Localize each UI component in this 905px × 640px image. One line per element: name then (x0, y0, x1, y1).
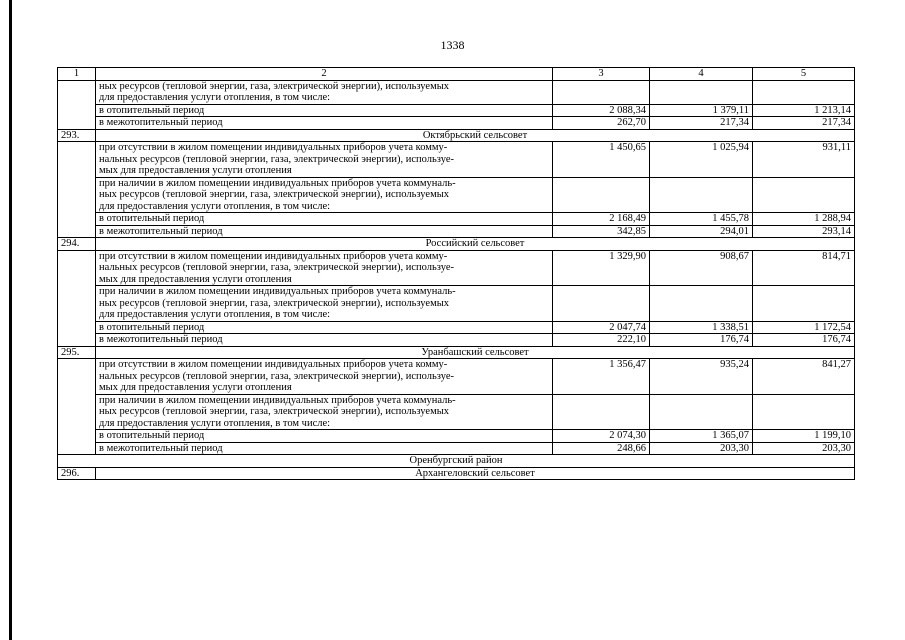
value-cell: 935,24 (650, 359, 753, 395)
value-cell: 1 025,94 (650, 142, 753, 178)
row-number: 295. (58, 346, 96, 359)
value-cell: 1 213,14 (753, 104, 855, 117)
value-cell (553, 177, 650, 213)
table-row (58, 286, 855, 322)
value-cell: 1 338,51 (650, 321, 753, 334)
value-cell: 176,74 (650, 334, 753, 347)
table-row (58, 177, 855, 213)
table-row (58, 213, 855, 226)
description-cell (96, 250, 553, 286)
value-cell: 1 365,07 (650, 430, 753, 443)
table-row (58, 104, 855, 117)
period-label: в отопительный период (96, 213, 553, 226)
column-header: 3 (553, 68, 650, 81)
table-row (58, 225, 855, 238)
value-cell: 203,30 (650, 442, 753, 455)
value-cell: 294,01 (650, 225, 753, 238)
row-number: 294. (58, 238, 96, 251)
column-header: 5 (753, 68, 855, 81)
value-cell: 217,34 (753, 117, 855, 130)
value-cell: 2 088,34 (553, 104, 650, 117)
row-number-cell (58, 359, 96, 455)
description-line: мых для предоставления услуги отопления (99, 165, 292, 176)
value-cell: 2 074,30 (553, 430, 650, 443)
period-label: в межотопительный период (96, 442, 553, 455)
value-cell (553, 394, 650, 430)
description-line: при наличии в жилом помещении индивидуальных приборов учета коммуналь- (99, 286, 456, 297)
row-number: 296. (58, 467, 96, 480)
description-line: нальных ресурсов (тепловой энергии, газа, электрической энергии), используе- (99, 153, 454, 165)
description-line: для предоставления услуги отопления, в том числе: (99, 417, 331, 429)
value-cell: 176,74 (753, 334, 855, 347)
value-cell: 293,14 (753, 225, 855, 238)
period-label: в межотопительный период (96, 117, 553, 130)
period-label: в межотопительный период (96, 225, 553, 238)
description-cell (96, 142, 553, 178)
row-number-cell (58, 250, 96, 346)
section-heading-row (58, 346, 855, 359)
value-cell: 262,70 (553, 117, 650, 130)
description-line: нальных ресурсов (тепловой энергии, газа, электрической энергии), используе- (99, 262, 454, 273)
description-line: мых для предоставления услуги отопления (99, 382, 292, 393)
table-row (58, 359, 855, 395)
value-cell (650, 80, 753, 104)
column-header-row (58, 68, 855, 81)
value-cell: 814,71 (753, 250, 855, 286)
description-line: при отсутствии в жилом помещении индивидуальных приборов учета комму- (99, 142, 448, 153)
value-cell (553, 286, 650, 322)
tariff-table (57, 67, 855, 480)
section-heading-row (58, 238, 855, 251)
period-label: в отопительный период (96, 321, 553, 334)
section-heading-row (58, 129, 855, 142)
description-cell (96, 359, 553, 395)
description-cell (96, 286, 553, 322)
section-title: Российский сельсовет (96, 238, 855, 251)
value-cell (650, 177, 753, 213)
table-row (58, 334, 855, 347)
table-row (58, 442, 855, 455)
value-cell: 217,34 (650, 117, 753, 130)
value-cell: 908,67 (650, 250, 753, 286)
description-cell (96, 80, 553, 104)
description-line: для предоставления услуги отопления, в том числе: (99, 92, 331, 103)
row-number-cell (58, 80, 96, 129)
section-title: Архангеловский сельсовет (96, 467, 855, 480)
description-line: нальных ресурсов (тепловой энергии, газа, электрической энергии), используе- (99, 370, 454, 382)
value-cell: 248,66 (553, 442, 650, 455)
value-cell (753, 286, 855, 322)
table-row (58, 250, 855, 286)
description-cell (96, 394, 553, 430)
row-number-cell (58, 142, 96, 238)
value-cell: 203,30 (753, 442, 855, 455)
description-line: для предоставления услуги отопления, в том числе: (99, 309, 331, 320)
value-cell: 222,10 (553, 334, 650, 347)
table-row (58, 321, 855, 334)
period-label: в отопительный период (96, 430, 553, 443)
left-margin-bar (9, 0, 12, 640)
value-cell (553, 80, 650, 104)
section-title: Октябрьский сельсовет (96, 129, 855, 142)
description-line: при отсутствии в жилом помещении индивидуальных приборов учета комму- (99, 250, 448, 262)
description-line: ных ресурсов (тепловой энергии, газа, электрической энергии), используемых (99, 406, 450, 417)
page-number: 1338 (440, 38, 465, 52)
district-title: Оренбургский район (58, 455, 855, 468)
description-line: ных ресурсов (тепловой энергии, газа, электрической энергии), используемых (99, 189, 450, 200)
value-cell: 1 329,90 (553, 250, 650, 286)
value-cell: 2 168,49 (553, 213, 650, 226)
value-cell (650, 286, 753, 322)
table-row (58, 394, 855, 430)
value-cell: 1 450,65 (553, 142, 650, 178)
value-cell (753, 394, 855, 430)
value-cell (650, 394, 753, 430)
value-cell: 1 356,47 (553, 359, 650, 395)
value-cell: 1 379,11 (650, 104, 753, 117)
period-label: в отопительный период (96, 104, 553, 117)
section-title: Уранбашский сельсовет (96, 346, 855, 359)
table-row (58, 117, 855, 130)
value-cell: 1 199,10 (753, 430, 855, 443)
value-cell: 1 172,54 (753, 321, 855, 334)
table-row (58, 430, 855, 443)
section-heading-row (58, 467, 855, 480)
column-header: 1 (58, 68, 96, 81)
value-cell: 931,11 (753, 142, 855, 178)
value-cell: 1 288,94 (753, 213, 855, 226)
description-line: для предоставления услуги отопления, в том числе: (99, 200, 331, 212)
table-row (58, 80, 855, 104)
column-header: 4 (650, 68, 753, 81)
table-row (58, 142, 855, 178)
description-line: при наличии в жилом помещении индивидуальных приборов учета коммуналь- (99, 177, 456, 189)
description-line: мых для предоставления услуги отопления (99, 273, 292, 285)
column-header: 2 (96, 68, 553, 81)
description-line: ных ресурсов (тепловой энергии, газа, электрической энергии), используемых (99, 80, 450, 92)
value-cell: 1 455,78 (650, 213, 753, 226)
description-line: при отсутствии в жилом помещении индивидуальных приборов учета комму- (99, 359, 448, 370)
description-line: ных ресурсов (тепловой энергии, газа, электрической энергии), используемых (99, 297, 450, 309)
description-line: при наличии в жилом помещении индивидуальных приборов учета коммуналь- (99, 394, 456, 406)
value-cell: 2 047,74 (553, 321, 650, 334)
district-heading-row (58, 455, 855, 468)
period-label: в межотопительный период (96, 334, 553, 347)
value-cell: 841,27 (753, 359, 855, 395)
value-cell: 342,85 (553, 225, 650, 238)
row-number: 293. (58, 129, 96, 142)
description-cell (96, 177, 553, 213)
value-cell (753, 80, 855, 104)
value-cell (753, 177, 855, 213)
